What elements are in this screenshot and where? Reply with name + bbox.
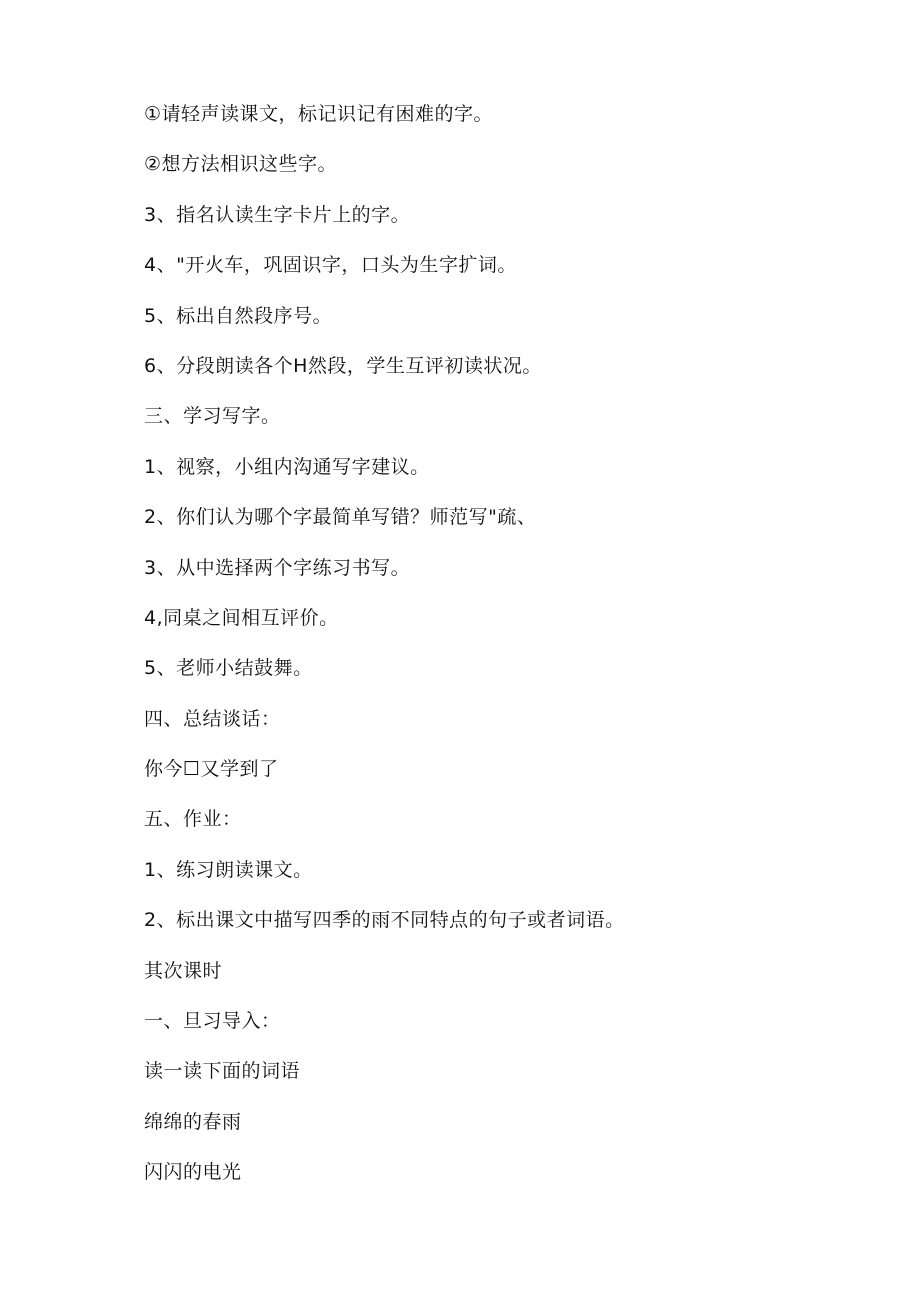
text-line: 2、标出课文中描写四季的雨不同特点的句子或者词语。	[144, 909, 625, 932]
text-line: 闪闪的电光	[144, 1161, 242, 1184]
text-line: 1、视察，小组内沟通写字建议。	[144, 455, 430, 478]
text-line: 4,同桌之间相互评价。	[144, 606, 339, 629]
text-line: 5、标出自然段序号。	[144, 304, 333, 327]
text-line: 绵绵的春雨	[144, 1110, 242, 1133]
section-heading: 一、旦习导入：	[144, 1010, 281, 1033]
section-heading: 三、学习写字。	[144, 405, 281, 428]
text-line: ①请轻声读课文，标记识记有困难的字。	[144, 103, 494, 125]
section-heading: 四、总结谈话：	[144, 707, 281, 730]
text-line: 3、指名认读生字卡片上的字。	[144, 203, 411, 226]
document-body	[144, 101, 884, 1210]
text-line: 5、老师小结鼓舞。	[144, 657, 313, 680]
text-line: 2、你们认为哪个字最简单写错？师范写"疏、	[144, 506, 537, 529]
section-heading: 其次课时	[144, 959, 223, 982]
text-line: ②想方法相识这些字。	[144, 153, 338, 176]
text-line: 1、练习朗读课文。	[144, 858, 313, 881]
text-line: 6、分段朗读各个H然段，学生互评初读状况。	[144, 354, 542, 377]
text-line: 你今☐又学到了	[144, 758, 279, 781]
text-line: 4、"开火车，巩固识字，口头为生字扩词。	[144, 254, 517, 277]
text-line: 3、从中选择两个字练习书写。	[144, 556, 411, 579]
text-line: 读一读下面的词语	[144, 1060, 301, 1083]
section-heading: 五、作业：	[144, 808, 242, 831]
